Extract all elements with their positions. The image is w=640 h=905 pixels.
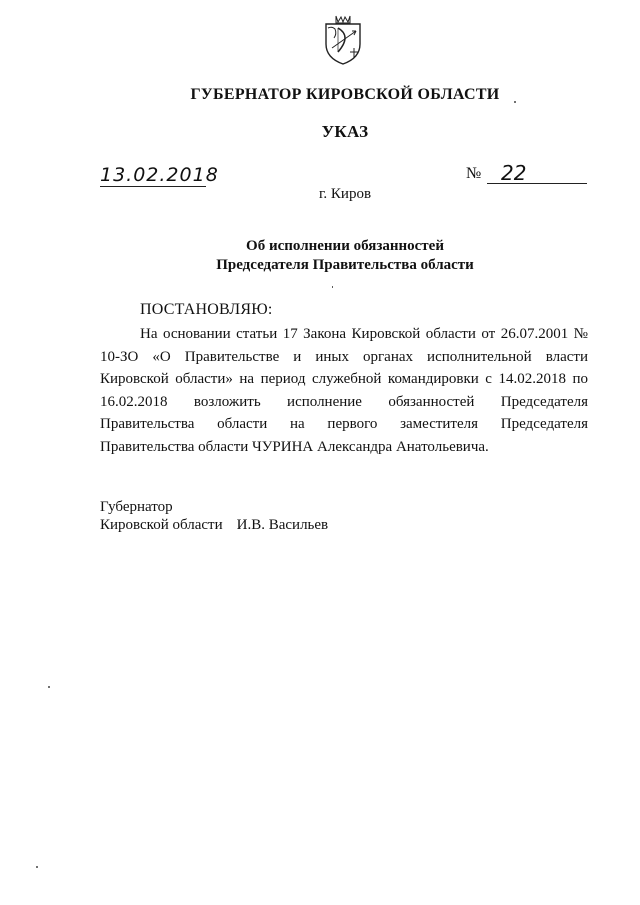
decree-title-line-1: Об исполнении обязанностей [246,238,444,254]
signatory-name: И.В. Васильев [236,517,329,533]
decree-number: 22 [487,162,587,184]
kirov-oblast-coat-of-arms-icon [320,14,366,66]
signature-block [100,498,328,534]
number-label: № [466,165,482,182]
decree-resolution-word: ПОСТАНОВЛЯЮ: [140,301,273,318]
scan-speck [332,286,333,288]
issue-city: г. Киров [318,186,372,202]
decree-body-paragraph: На основании статьи 17 Закона Кировской области от 26.07.2001 № 10-ЗО «О Правительстве и иных органах исполнительной власти Кировской области» на период служебной командировки с 14.02.2018 по 16.02.2018 возложить исполнение обязанностей Председателя Правительства области на первого заместителя Председателя Правительства области ЧУРИНА Александра Анатольевича. [100,326,588,455]
decree-title-line-2: Председателя Правительства области [216,257,474,273]
scan-speck [48,686,50,688]
decree-title [0,237,640,275]
scan-speck [514,101,516,103]
scan-speck [36,866,38,868]
signatory-region: Кировской области [100,517,223,533]
signatory-position-line-1: Губернатор [100,499,173,515]
document-type: УКАЗ [321,122,369,141]
decree-date: 13.02.2018 [100,164,219,186]
signatory-position-line-2 [100,516,328,534]
issuing-authority: ГУБЕРНАТОР КИРОВСКОЙ ОБЛАСТИ [190,86,500,103]
